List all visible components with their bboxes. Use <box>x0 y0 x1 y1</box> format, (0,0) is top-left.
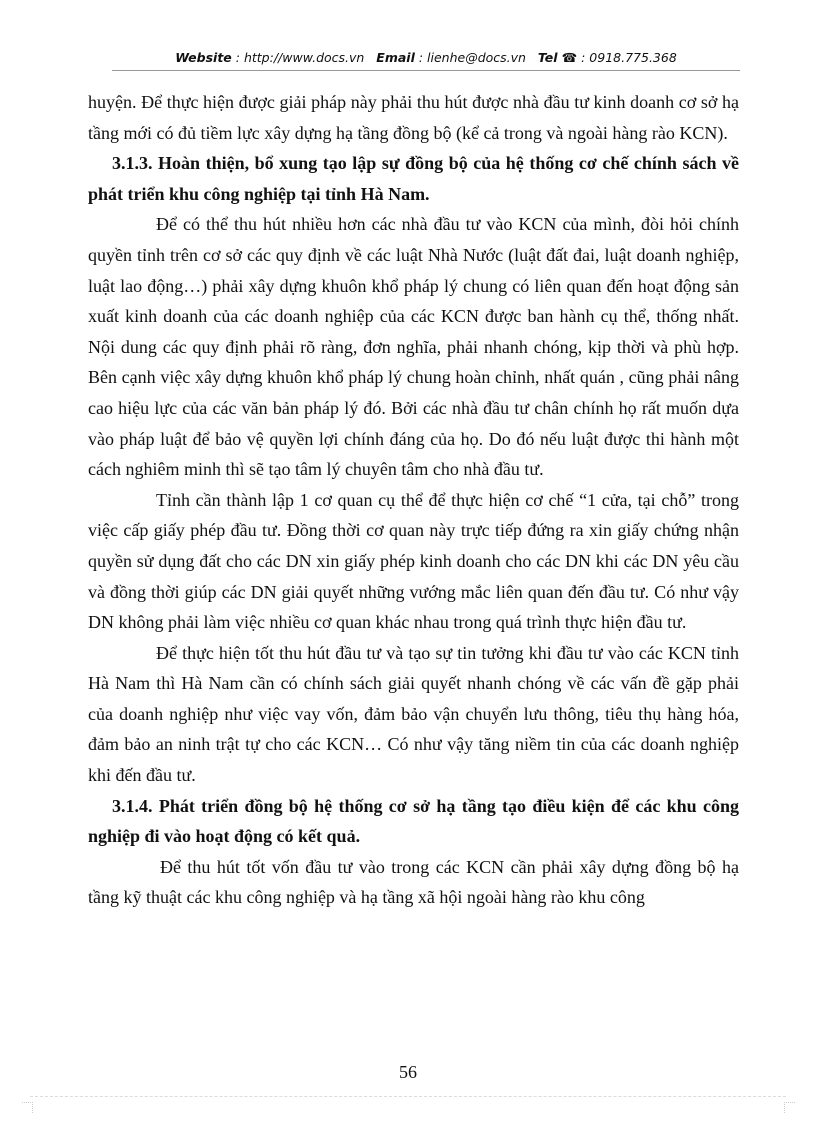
section-heading-3-1-4: 3.1.4. Phát triển đồng bộ hệ thống cơ sở hạ tầng tạo điều kiện để các khu công nghiệp đi vào hoạt động có kết quả. <box>88 795 739 847</box>
crop-mark-left <box>22 1102 33 1113</box>
section-heading-3-1-3: 3.1.3. Hoàn thiện, bổ xung tạo lập sự đồng bộ của hệ thống cơ chế chính sách về phát triển khu công nghiệp tại tỉnh Hà Nam. <box>88 153 739 204</box>
tel-value: : 0918.775.368 <box>581 50 677 65</box>
document-body <box>88 87 739 913</box>
page-header <box>112 50 740 65</box>
paragraph-2: Để có thể thu hút nhiều hơn các nhà đầu tư vào KCN của mình, đòi hỏi chính quyền tỉnh trên cơ sở các quy định về các luật Nhà Nước (luật đất đai, luật doanh nghiệp, luật lao động…) phải xây dựng khuôn khổ pháp lý chung có liên quan đến hoạt động sản xuất kinh doanh của các doanh nghiệp của các KCN được ban hành cụ thể, thống nhất. Nội dung các quy định phải rõ ràng, đơn nghĩa, phải nhanh chóng, kịp thời và phù hợp. Bên cạnh việc xây dựng khuôn khổ pháp lý chung hoàn chỉnh, nhất quán , cũng phải nâng cao hiệu lực của các văn bản pháp lý đó. Bởi các nhà đầu tư chân chính họ rất muốn dựa vào pháp luật để bảo vệ quyền lợi chính đáng của họ. Do đó nếu luật được thi hành một cách nghiêm minh thì sẽ tạo tâm lý chuyên tâm cho nhà đầu tư. <box>88 214 739 480</box>
tel-label: Tel <box>537 50 558 65</box>
paragraph-3: Tỉnh cần thành lập 1 cơ quan cụ thể để thực hiện cơ chế “1 cửa, tại chỗ” trong việc cấp giấy phép đầu tư. Đồng thời cơ quan này trực tiếp đứng ra xin giấy chứng nhận quyền sử dụng đất cho các DN xin giấy phép kinh doanh cho các DN khi các DN yêu cầu và đồng thời giúp các DN giải quyết những vướng mắc liên quan đến đầu tư. Có như vậy DN không phải làm việc nhiều cơ quan khác nhau trong quá trình thực hiện đầu tư. <box>88 489 739 633</box>
paragraph-1: huyện. Để thực hiện được giải pháp này phải thu hút được nhà đầu tư kinh doanh cơ sở hạ tầng mới có đủ tiềm lực xây dựng hạ tầng đồng bộ (kể cả trong và ngoài hàng rào KCN). <box>88 92 739 143</box>
phone-icon: ☎ <box>561 50 578 65</box>
page-number: 56 <box>399 1062 417 1082</box>
email-value: : lienhe@docs.vn <box>418 50 526 65</box>
header-divider <box>112 70 740 71</box>
website-value: : http://www.docs.vn <box>235 50 365 65</box>
footer-divider <box>30 1096 786 1097</box>
email-label: Email <box>376 50 415 65</box>
website-label: Website <box>175 50 232 65</box>
paragraph-5: Để thu hút tốt vốn đầu tư vào trong các KCN cần phải xây dựng đồng bộ hạ tầng kỹ thuật các khu công nghiệp và hạ tầng xã hội ngoài hàng rào khu công <box>88 856 739 908</box>
paragraph-4: Để thực hiện tốt thu hút đầu tư và tạo sự tin tưởng khi đầu tư vào các KCN tỉnh Hà Nam thì Hà Nam cần có chính sách giải quyết nhanh chóng về các vấn đề gặp phải của doanh nghiệp như việc vay vốn, đảm bảo vận chuyển lưu thông, tiêu thụ hàng hóa, đảm bảo an ninh trật tự cho các KCN… Có như vậy tăng niềm tin của các doanh nghiệp khi đến đầu tư. <box>88 642 739 786</box>
crop-mark-right <box>784 1102 795 1113</box>
